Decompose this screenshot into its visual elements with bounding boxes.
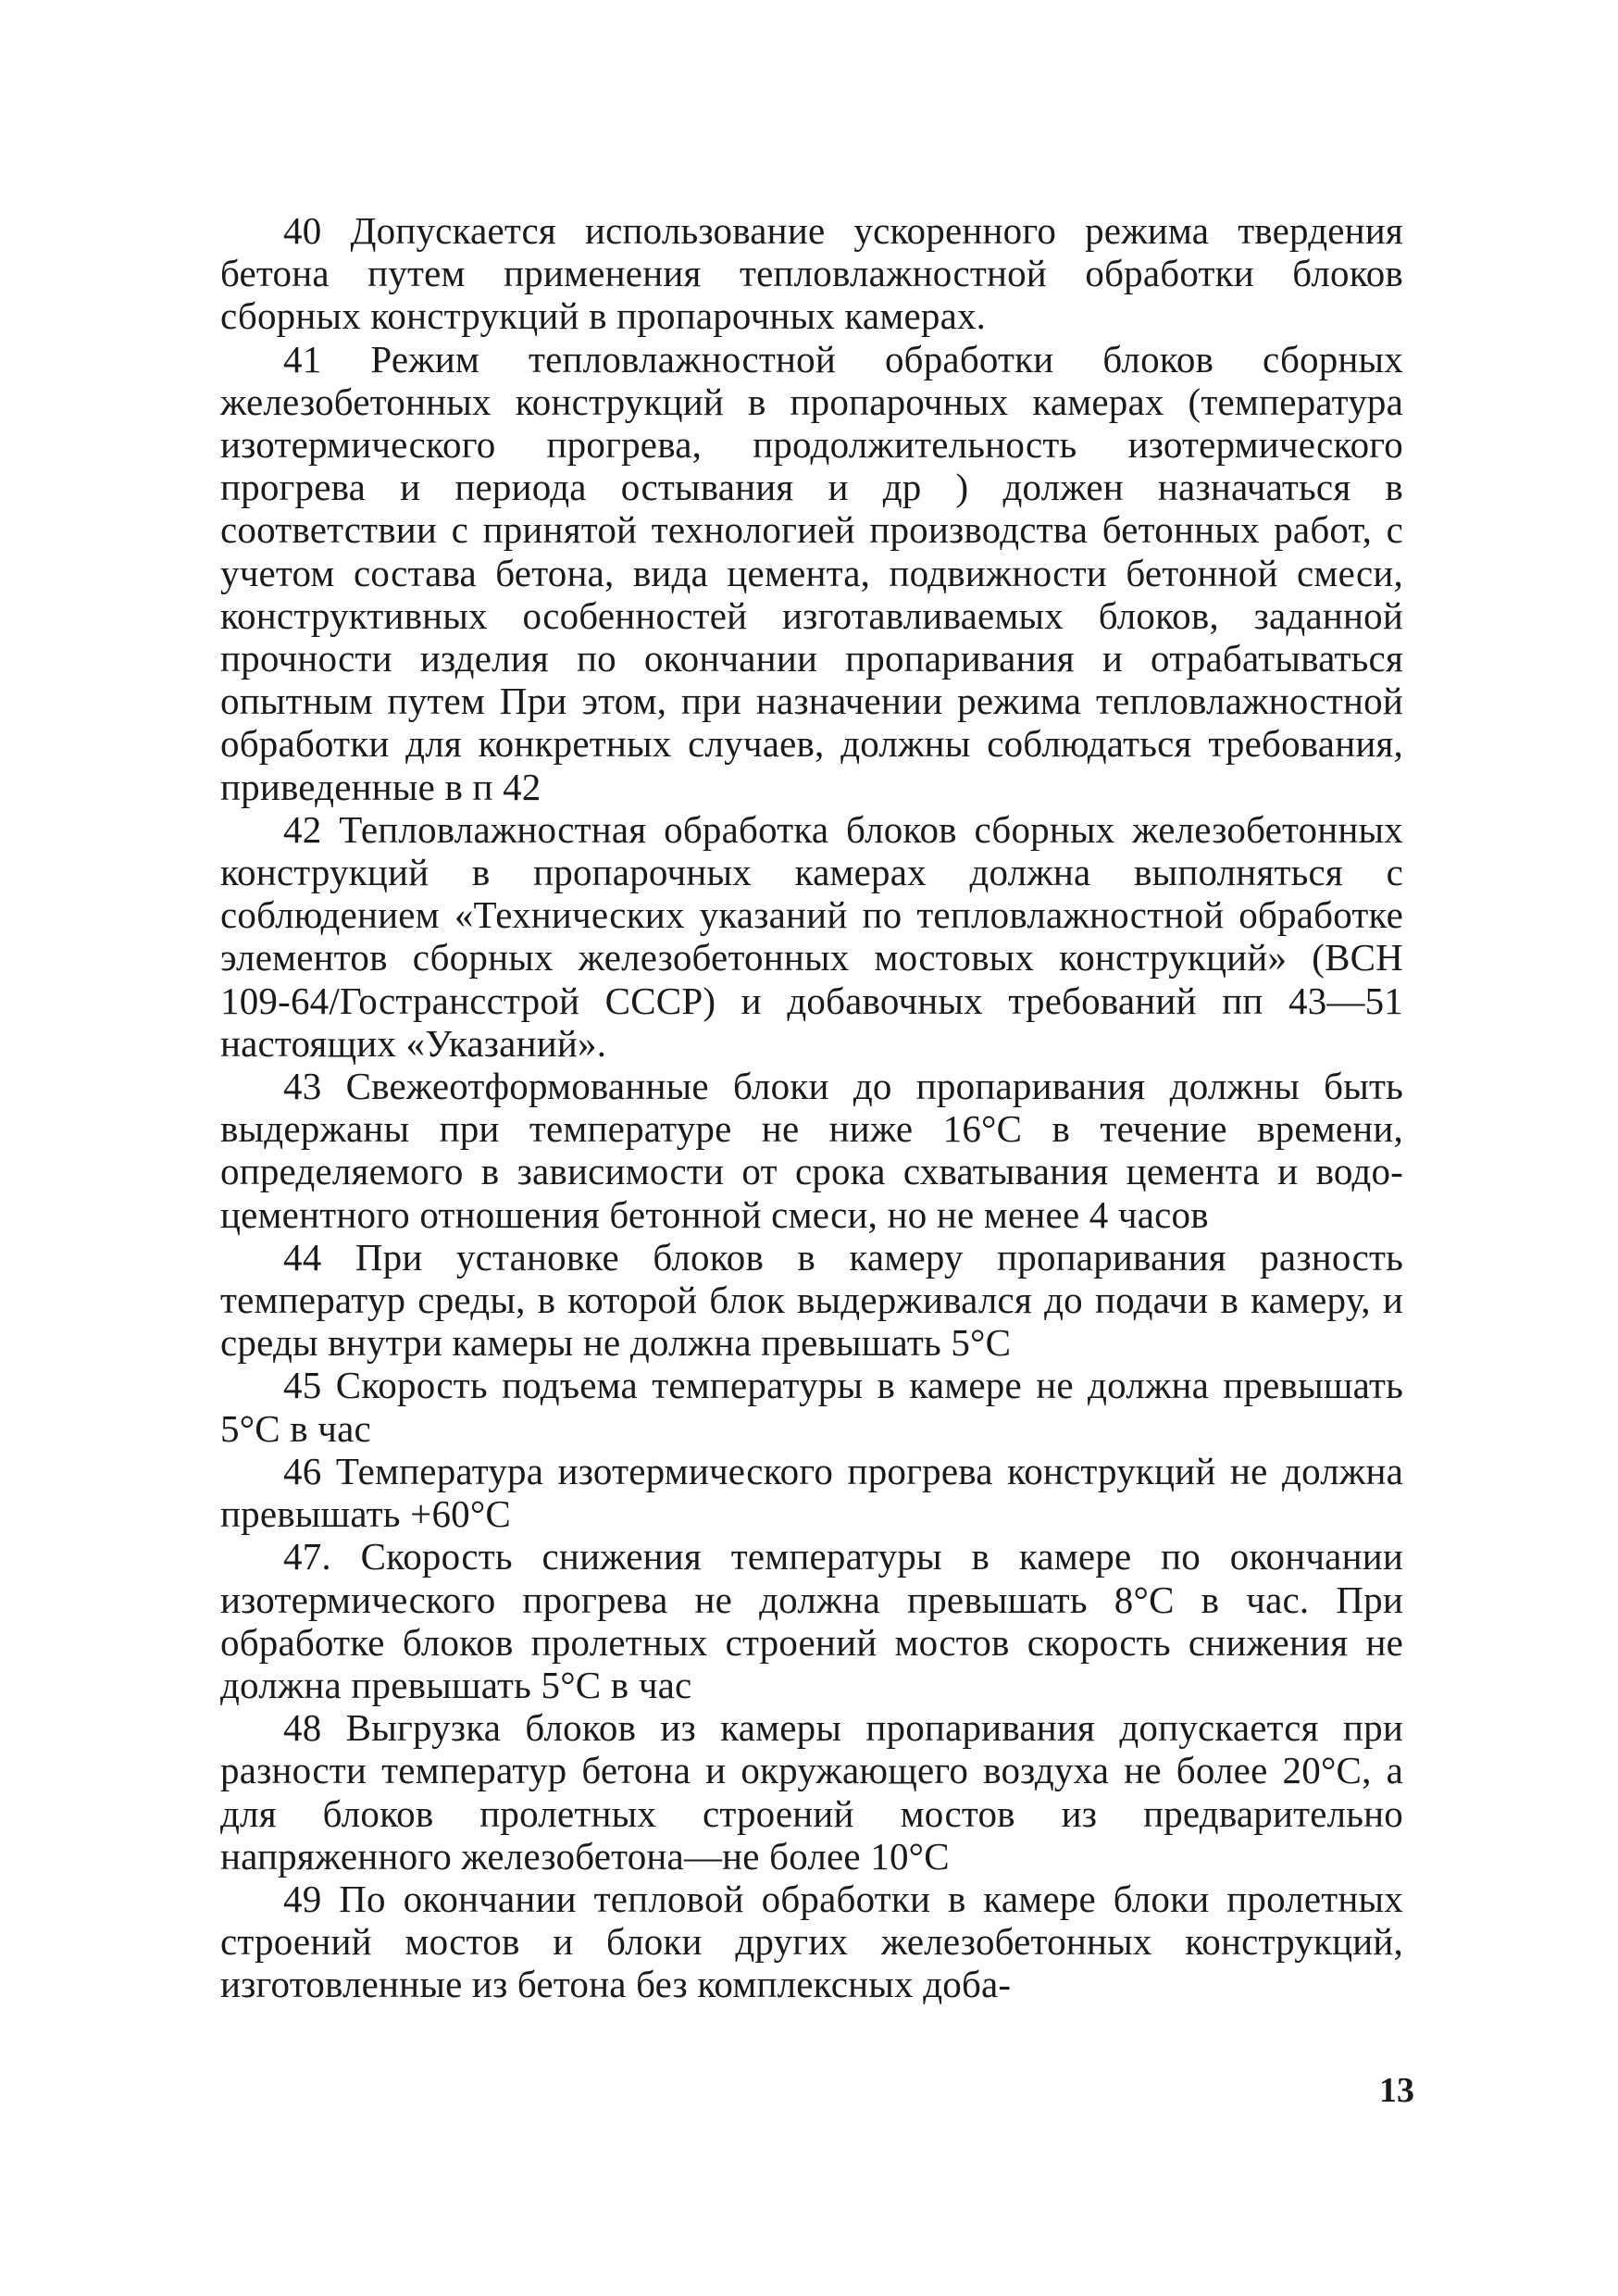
paragraph-44: 44 При установке блоков в камеру пропаривания разность температур среды, в которой блок выдерживался до подачи в камеру, и среды внутри камеры не должна превышать 5°С [220, 1235, 1403, 1365]
paragraph-43: 43 Свежеотформованные блоки до пропаривания должны быть выдержаны при температуре не ниже 16°С в течение времени, определяемого в зависимости от срока схватывания цемента и водо-цементного отношения бетонной смеси, но не менее 4 часов [220, 1065, 1403, 1236]
paragraph-41: 41 Режим тепловлажностной обработки блоков сборных железобетонных конструкций в пропарочных камерах (температура изотермического прогрева, продолжительность изотермического прогрева и периода остывания и др ) должен назначаться в соответствии с принятой технологией производства бетонных работ, с учетом состава бетона, вида цемента, подвижности бетонной смеси, конструктивных особенностей изготавливаемых блоков, заданной прочности изделия по окончании пропаривания и отрабатываться опытным путем При этом, при назначении режима тепловлажностной обработки для конкретных случаев, должны соблюдаться требования, приведенные в п 42 [220, 337, 1403, 808]
paragraph-45: 45 Скорость подъема температуры в камере не должна превышать 5°С в час [220, 1364, 1403, 1450]
paragraph-46: 46 Температура изотермического прогрева конструкций не должна превышать +60°С [220, 1449, 1403, 1536]
paragraph-42: 42 Тепловлажностная обработка блоков сборных железобетонных конструкций в пропарочных камерах должна выполняться с соблюдением «Технических указаний по тепловлажностной обработке элементов сборных железобетонных мостовых конструкций» (ВСН 109-64/Гострансстрой СССР) и добавочных требований пп 43—51 настоящих «Указаний». [220, 807, 1403, 1065]
paragraph-48: 48 Выгрузка блоков из камеры пропаривания допускается при разности температур бетона и окружающего воздуха не более 20°С, а для блоков пролетных строений мостов из предварительно напряженного железобетона—не более 10°С [220, 1706, 1403, 1878]
paragraph-40: 40 Допускается использование ускоренного режима твердения бетона путем применения тепловлажностной обработки блоков сборных конструкций в пропарочных камерах. [220, 209, 1403, 338]
body-text [220, 209, 1403, 2006]
page-number: 13 [1379, 2071, 1414, 2110]
paragraph-49: 49 По окончании тепловой обработки в камере блоки пролетных строений мостов и блоки других железобетонных конструкций, изготовленные из бетона без комплексных доба- [220, 1877, 1403, 2006]
paragraph-47: 47. Скорость снижения температуры в камере по окончании изотермического прогрева не должна превышать 8°С в час. При обработке блоков пролетных строений мостов скорость снижения не должна превышать 5°С в час [220, 1535, 1403, 1706]
